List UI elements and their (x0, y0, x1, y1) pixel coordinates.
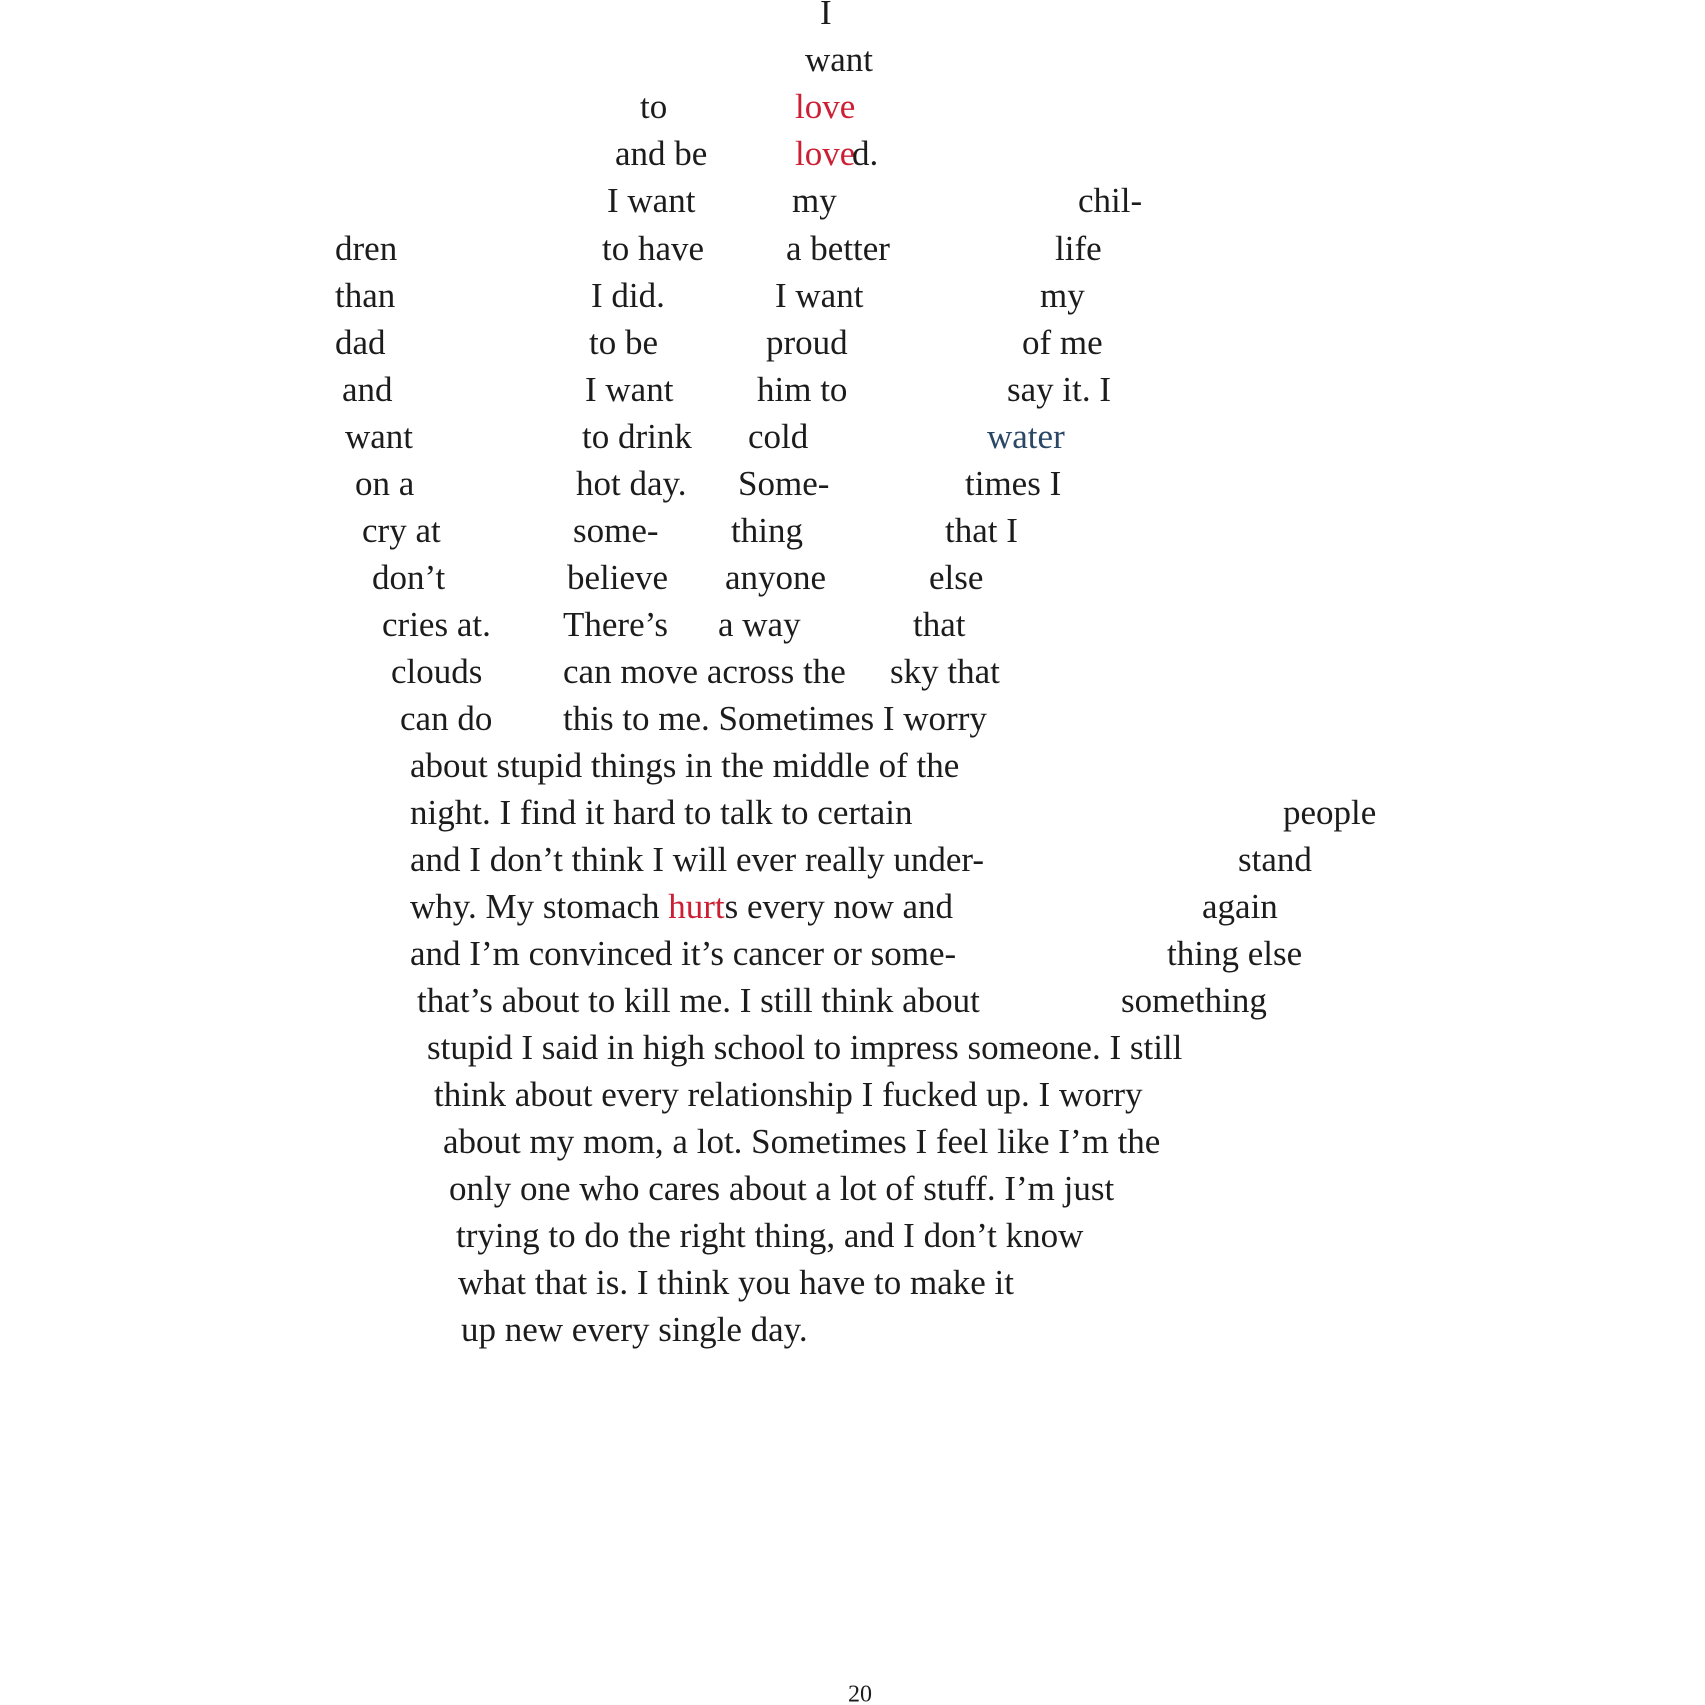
poem-word: that I (945, 510, 1018, 550)
poem-word: and (342, 369, 393, 409)
poem-word: a way (718, 604, 801, 644)
poem-word: I want (775, 275, 864, 315)
poem-word: dren (335, 228, 398, 268)
poem-word: to have (602, 228, 705, 268)
poem-word: people (1283, 792, 1377, 832)
poem-word: and be (615, 133, 708, 173)
poem-word: want (805, 39, 874, 79)
poem-word: thing else (1167, 933, 1303, 973)
poem-line: about stupid things in the middle of the (410, 745, 960, 785)
poem-word: that (913, 604, 966, 644)
poem-word: can move across the (563, 651, 846, 691)
poem-word: else (929, 557, 984, 597)
poem-word: proud (766, 322, 848, 362)
poem-word: times I (965, 463, 1062, 503)
poem-word: I did. (591, 275, 665, 315)
poem-word: chil- (1078, 180, 1143, 220)
poem-line: think about every relationship I fucked up. I worry (434, 1074, 1143, 1114)
poem-word: sky that (890, 651, 1000, 691)
poem-line: and I don’t think I will ever really under- (410, 839, 985, 879)
poem-word: Some- (738, 463, 830, 503)
poem-line: up new every single day. (461, 1309, 808, 1349)
poem-line: trying to do the right thing, and I don’t know (456, 1215, 1084, 1255)
poem-word: stand (1238, 839, 1312, 879)
poem-word: than (335, 275, 396, 315)
poem-word: I want (607, 180, 696, 220)
poem-word: this to me. Sometimes I worry (563, 698, 987, 738)
page-number: 20 (848, 1681, 872, 1705)
poem-word: something (1121, 980, 1267, 1020)
poem-word: to be (589, 322, 659, 362)
poem-word: some- (573, 510, 659, 550)
poem-word: can do (400, 698, 493, 738)
poem-line: stupid I said in high school to impress someone. I still (427, 1027, 1183, 1067)
poem-word: d. (852, 133, 879, 173)
poem-word: clouds (391, 651, 483, 691)
poem-line (410, 886, 954, 926)
poem-word: say it. I (1007, 369, 1112, 409)
poem-word: on a (355, 463, 415, 503)
poem-word: cries at. (382, 604, 491, 644)
poem-line: only one who cares about a lot of stuff. I’m just (449, 1168, 1115, 1208)
poem-segment: s every now and (724, 886, 954, 926)
poem-word: cry at (362, 510, 441, 550)
poem-word: I want (585, 369, 674, 409)
poem-word: don’t (372, 557, 446, 597)
poem-line: that’s about to kill me. I still think about (417, 980, 980, 1020)
poem-line: and I’m convinced it’s cancer or some- (410, 933, 957, 973)
poem-line: about my mom, a lot. Sometimes I feel like I’m the (443, 1121, 1161, 1161)
highlighted-word-love: love (795, 133, 856, 173)
poem-word: my (1040, 275, 1085, 315)
highlighted-word-love: love (795, 86, 856, 126)
poem-word: anyone (725, 557, 827, 597)
poem-word: believe (567, 557, 669, 597)
poem-word: hot day. (576, 463, 687, 503)
poem-word: There’s (563, 604, 668, 644)
poem-segment: why. My stomach (410, 886, 669, 926)
highlighted-word-hurt: hurt (668, 886, 725, 926)
poem-word: cold (748, 416, 809, 456)
poem-word: to (640, 86, 668, 126)
poem-word: him to (757, 369, 848, 409)
poem-line: what that is. I think you have to make it (458, 1262, 1015, 1302)
poem-word: want (345, 416, 414, 456)
poem-word: to drink (582, 416, 692, 456)
poem-word: a better (786, 228, 890, 268)
poem-word: thing (731, 510, 803, 550)
poem-word: dad (335, 322, 386, 362)
highlighted-word-water: water (987, 416, 1065, 456)
poem-word: I (820, 0, 832, 32)
poem-word: of me (1022, 322, 1103, 362)
poem-word: life (1055, 228, 1102, 268)
poem-word: again (1202, 886, 1278, 926)
poem-line: night. I find it hard to talk to certain (410, 792, 913, 832)
poem-word: my (792, 180, 837, 220)
